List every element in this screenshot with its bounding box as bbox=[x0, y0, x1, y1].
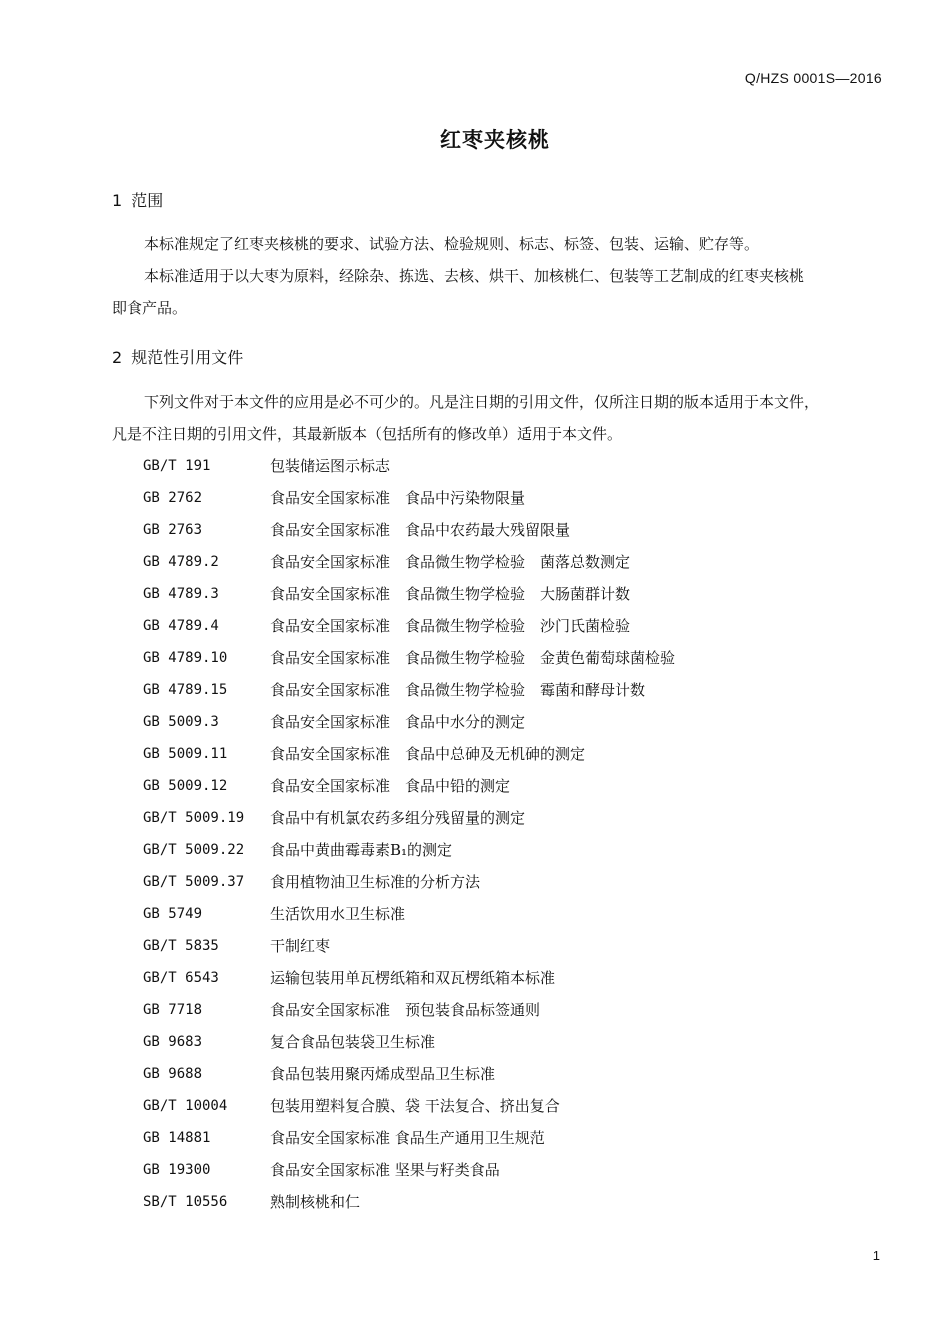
reference-item bbox=[143, 738, 883, 770]
reference-title: 食品安全国家标准 食品中农药最大残留限量 bbox=[270, 521, 571, 539]
reference-item bbox=[143, 770, 883, 802]
reference-code: GB 19300 bbox=[143, 1162, 211, 1178]
reference-item bbox=[143, 994, 883, 1026]
reference-title: 食品安全国家标准 食品中铅的测定 bbox=[270, 777, 511, 795]
reference-code: GB 7718 bbox=[143, 1002, 203, 1018]
reference-code: GB 4789.15 bbox=[143, 682, 228, 698]
reference-item bbox=[143, 1026, 883, 1058]
reference-item bbox=[143, 706, 883, 738]
reference-code: GB/T 5009.19 bbox=[143, 810, 245, 826]
reference-code: GB/T 191 bbox=[143, 458, 211, 474]
reference-item bbox=[143, 834, 883, 866]
reference-code: GB 4789.2 bbox=[143, 554, 219, 570]
reference-title: 食品安全国家标准 食品微生物学检验 金黄色葡萄球菌检验 bbox=[270, 649, 676, 667]
reference-title: 运输包装用单瓦楞纸箱和双瓦楞纸箱本标准 bbox=[270, 969, 556, 987]
reference-title: 食品安全国家标准 食品微生物学检验 大肠菌群计数 bbox=[270, 585, 631, 603]
paragraph-scope-1 bbox=[112, 228, 882, 260]
reference-title: 复合食品包装袋卫生标准 bbox=[270, 1033, 436, 1051]
reference-title: 食品安全国家标准 坚果与籽类食品 bbox=[270, 1161, 500, 1179]
reference-item bbox=[143, 610, 883, 642]
reference-item bbox=[143, 674, 883, 706]
section-number: 2 bbox=[112, 348, 123, 367]
reference-item bbox=[143, 1154, 883, 1186]
reference-item bbox=[143, 1090, 883, 1122]
reference-item bbox=[143, 866, 883, 898]
reference-item bbox=[143, 514, 883, 546]
reference-title: 生活饮用水卫生标准 bbox=[270, 905, 406, 923]
section-heading-normative-references bbox=[112, 345, 243, 368]
standard-code: Q/HZS 0001S—2016 bbox=[744, 70, 882, 86]
reference-item bbox=[143, 962, 883, 994]
reference-title: 食品安全国家标准 食品中水分的测定 bbox=[270, 713, 526, 731]
reference-item bbox=[143, 450, 883, 482]
reference-title: 食用植物油卫生标准的分析方法 bbox=[270, 873, 481, 891]
section-title: 范围 bbox=[131, 191, 164, 210]
reference-code: GB 14881 bbox=[143, 1130, 211, 1146]
reference-title: 干制红枣 bbox=[270, 937, 331, 955]
reference-title: 食品中有机氯农药多组分残留量的测定 bbox=[270, 809, 526, 827]
reference-code: GB 5749 bbox=[143, 906, 203, 922]
section-title: 规范性引用文件 bbox=[131, 348, 244, 367]
reference-code: GB 9683 bbox=[143, 1034, 203, 1050]
reference-code: GB 2762 bbox=[143, 490, 203, 506]
section-number: 1 bbox=[112, 191, 123, 210]
reference-title: 食品中黄曲霉毒素B₁的测定 bbox=[270, 841, 453, 859]
reference-title: 食品安全国家标准 预包装食品标签通则 bbox=[270, 1001, 541, 1019]
reference-code: GB 5009.12 bbox=[143, 778, 228, 794]
reference-code: SB/T 10556 bbox=[143, 1194, 228, 1210]
section-heading-scope bbox=[112, 188, 163, 211]
reference-title: 食品安全国家标准 食品中污染物限量 bbox=[270, 489, 526, 507]
reference-title: 食品安全国家标准 食品中总砷及无机砷的测定 bbox=[270, 745, 586, 763]
reference-title: 食品包装用聚丙烯成型品卫生标准 bbox=[270, 1065, 496, 1083]
reference-title: 食品安全国家标准 食品微生物学检验 沙门氏菌检验 bbox=[270, 617, 631, 635]
reference-item bbox=[143, 578, 883, 610]
page-number: 1 bbox=[872, 1248, 880, 1263]
reference-code: GB/T 5009.37 bbox=[143, 874, 245, 890]
reference-item bbox=[143, 546, 883, 578]
paragraph-line: 即食产品。 bbox=[112, 299, 188, 317]
reference-item bbox=[143, 930, 883, 962]
paragraph-line: 凡是不注日期的引用文件，其最新版本（包括所有的修改单）适用于本文件。 bbox=[112, 425, 623, 443]
reference-title: 包装储运图示标志 bbox=[270, 457, 391, 475]
paragraph-line: 本标准适用于以大枣为原料，经除杂、拣选、去核、烘干、加核桃仁、包装等工艺制成的红枣夹核桃 bbox=[144, 267, 805, 285]
document-title: 红枣夹核桃 bbox=[440, 128, 550, 152]
paragraph-line: 本标准规定了红枣夹核桃的要求、试验方法、检验规则、标志、标签、包装、运输、贮存等。 bbox=[144, 235, 760, 253]
reference-title: 食品安全国家标准 食品微生物学检验 霉菌和酵母计数 bbox=[270, 681, 646, 699]
reference-code: GB/T 10004 bbox=[143, 1098, 228, 1114]
reference-code: GB 5009.11 bbox=[143, 746, 228, 762]
reference-title: 食品安全国家标准 食品微生物学检验 菌落总数测定 bbox=[270, 553, 631, 571]
reference-code: GB 9688 bbox=[143, 1066, 203, 1082]
reference-item bbox=[143, 1122, 883, 1154]
reference-item bbox=[143, 802, 883, 834]
reference-item bbox=[143, 1058, 883, 1090]
reference-item bbox=[143, 1186, 883, 1218]
paragraph-line: 下列文件对于本文件的应用是必不可少的。凡是注日期的引用文件，仅所注日期的版本适用于本文件， bbox=[144, 393, 820, 411]
reference-code: GB 5009.3 bbox=[143, 714, 219, 730]
reference-code: GB/T 5835 bbox=[143, 938, 219, 954]
paragraph-references-intro bbox=[112, 386, 882, 450]
reference-item bbox=[143, 898, 883, 930]
reference-item bbox=[143, 482, 883, 514]
paragraph-scope-2 bbox=[112, 260, 882, 324]
reference-code: GB 4789.10 bbox=[143, 650, 228, 666]
reference-title: 包装用塑料复合膜、袋 干法复合、挤出复合 bbox=[270, 1097, 560, 1115]
reference-item bbox=[143, 642, 883, 674]
reference-title: 食品安全国家标准 食品生产通用卫生规范 bbox=[270, 1129, 545, 1147]
reference-code: GB/T 6543 bbox=[143, 970, 219, 986]
reference-code: GB/T 5009.22 bbox=[143, 842, 245, 858]
reference-title: 熟制核桃和仁 bbox=[270, 1193, 361, 1211]
reference-list bbox=[143, 450, 883, 1218]
reference-code: GB 4789.3 bbox=[143, 586, 219, 602]
reference-code: GB 2763 bbox=[143, 522, 203, 538]
reference-code: GB 4789.4 bbox=[143, 618, 219, 634]
